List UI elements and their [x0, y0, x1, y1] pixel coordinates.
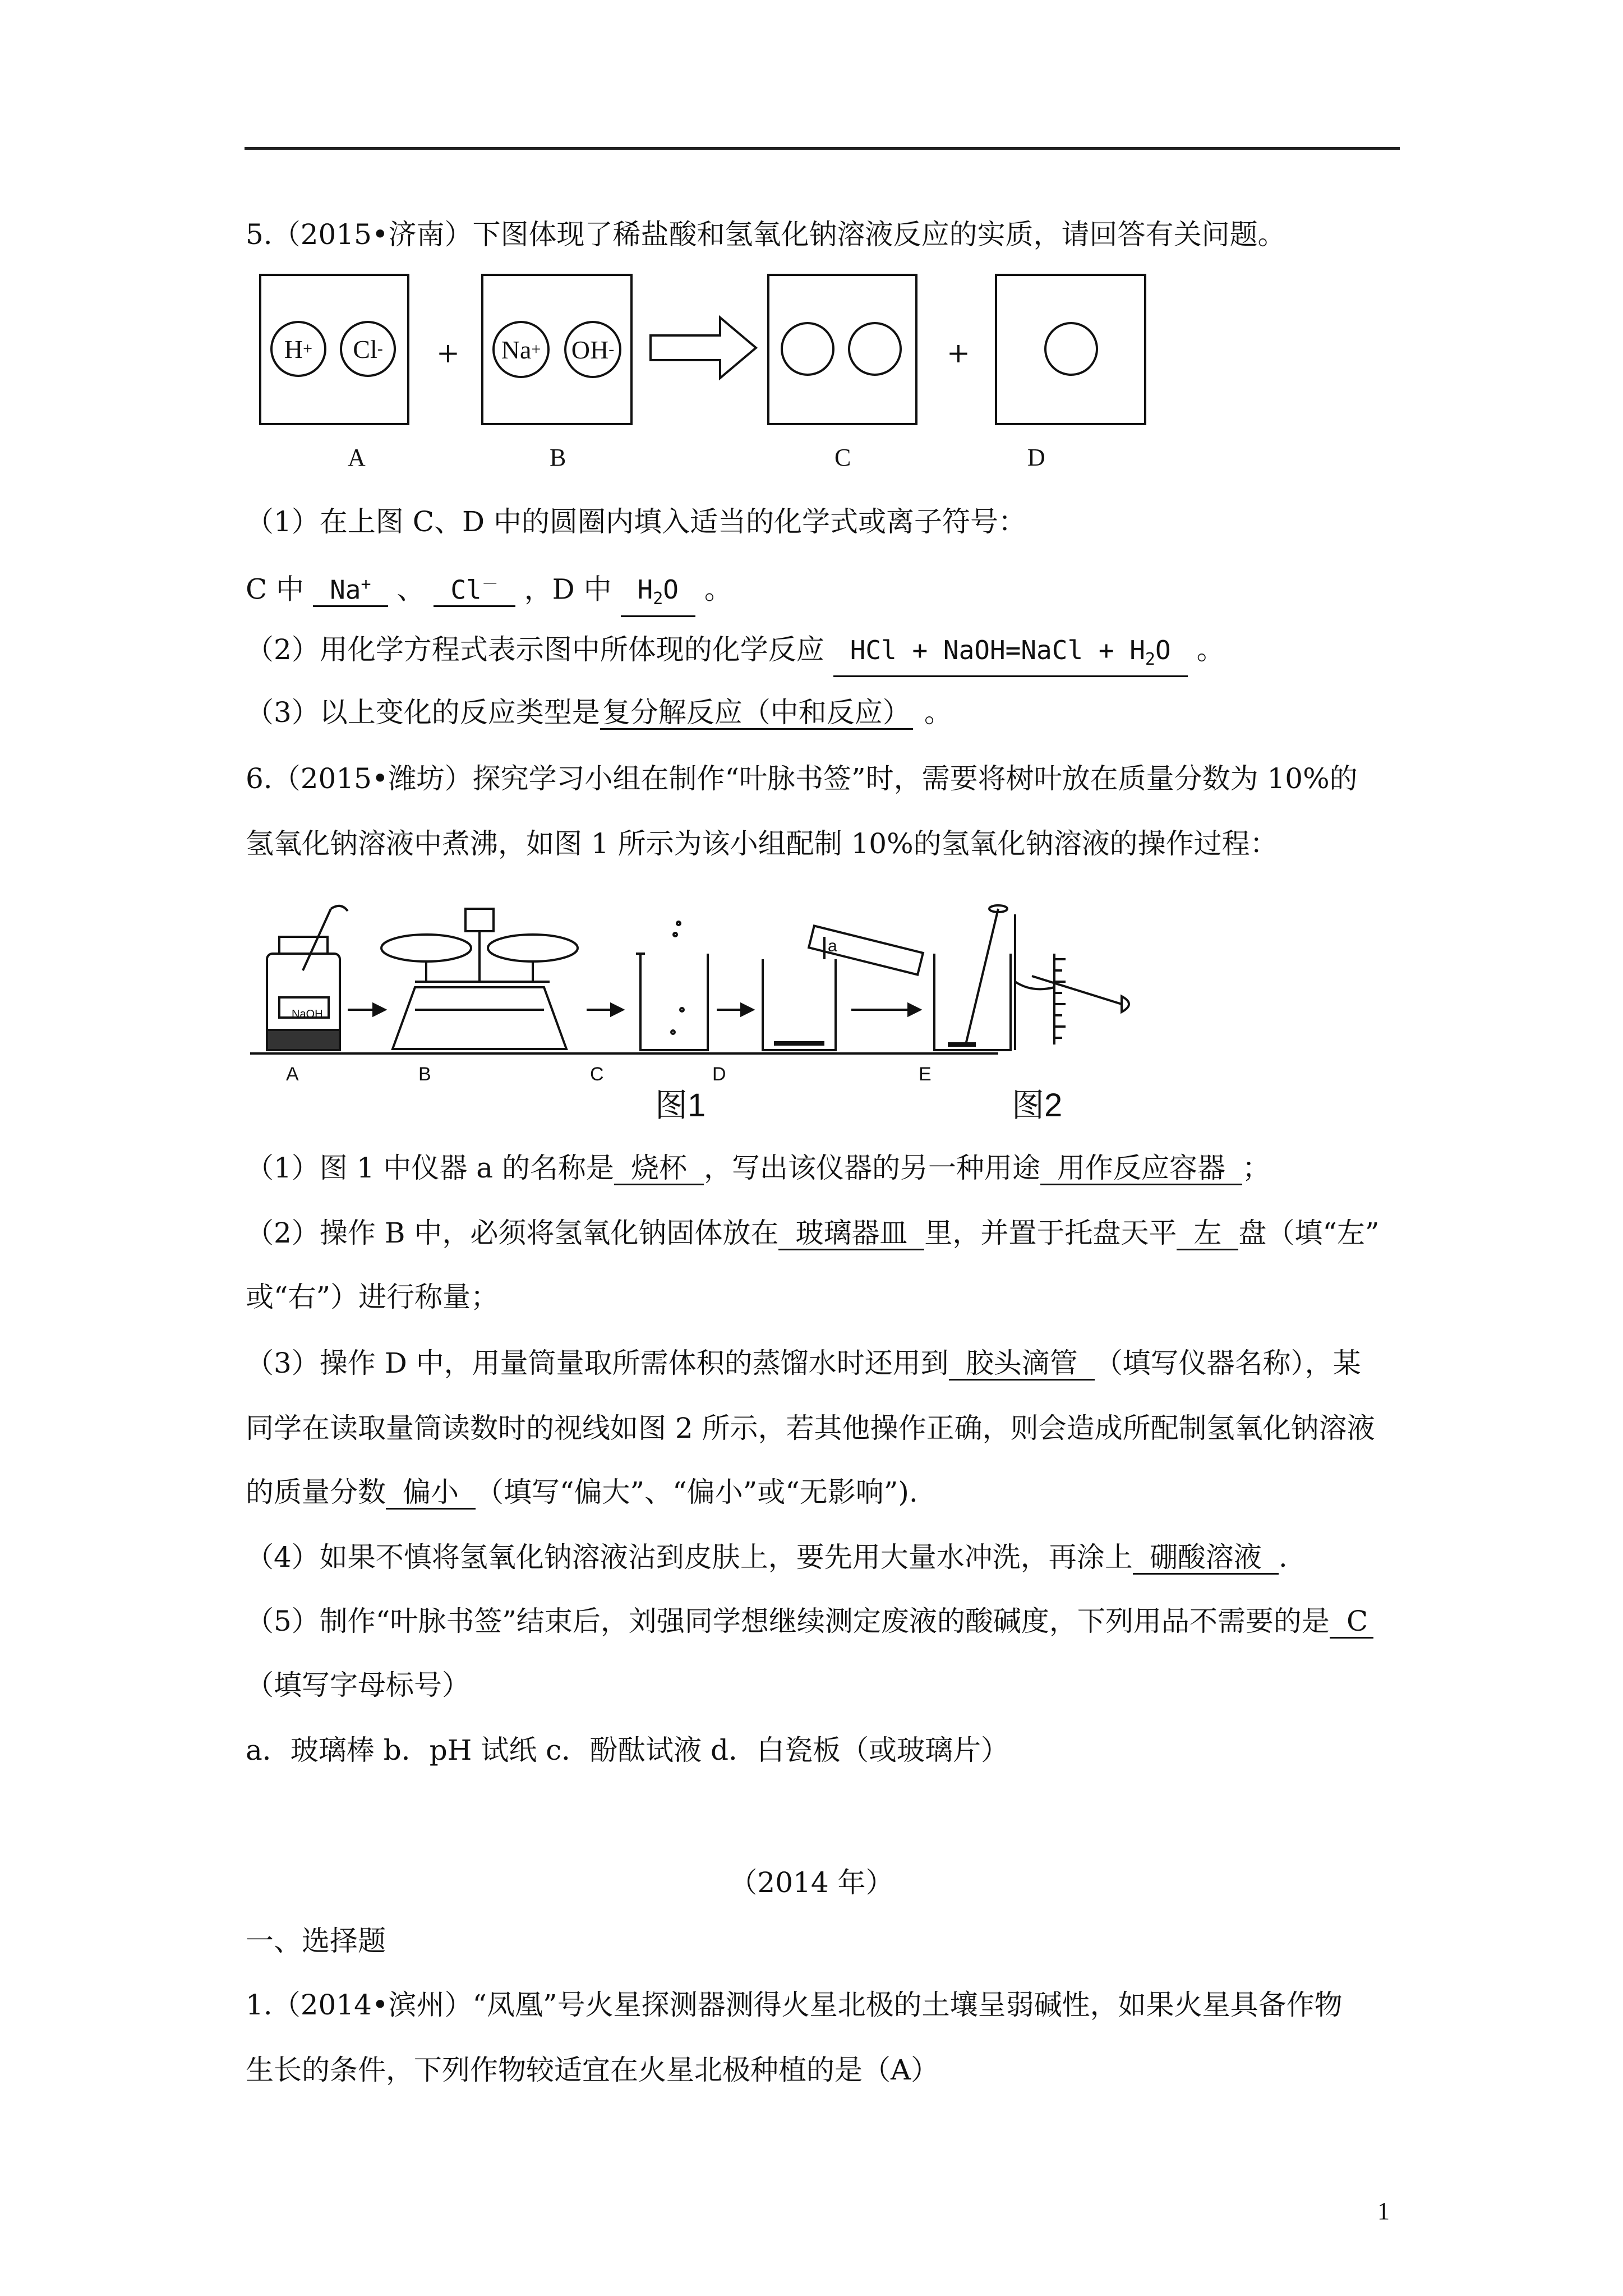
- answer-blank-reaction-type: 复分解反应（中和反应）: [600, 697, 913, 730]
- box-a: [259, 274, 409, 425]
- answer-blank-dropper: 胶头滴管: [949, 1347, 1095, 1381]
- q1-line1: 1.（2014•滨州）“凤凰”号火星探测器测得火星北极的土壤呈弱碱性，如果火星具备作物: [246, 1989, 1343, 2021]
- q6-stem-1: 6.（2015•潍坊）探究学习小组在制作“叶脉书签”时，需要将树叶放在质量分数为 10%的: [246, 762, 1358, 795]
- answer-blank-d: $H_2O$: [621, 574, 695, 616]
- label-b: B: [550, 444, 566, 471]
- label-c: C: [834, 444, 851, 471]
- answer-blank-choice: C: [1330, 1605, 1373, 1639]
- empty-circle-d: [1044, 322, 1098, 376]
- fig-label-d: D: [712, 1064, 726, 1085]
- q6-options: a．玻璃棒 b．pH 试纸 c．酚酞试液 d．白瓷板（或玻璃片）: [246, 1734, 1009, 1766]
- beaker-d-icon: [763, 937, 836, 1050]
- beaker-e-icon: [934, 905, 1011, 1050]
- fig-label-e: E: [919, 1064, 932, 1085]
- q6-part3-line2: 同学在读取量筒读数时的视线如图 2 所示，若其他操作正确，则会造成所配制氢氧化钠溶液: [246, 1412, 1375, 1444]
- fig-label-c: C: [590, 1064, 604, 1085]
- q6-part3-line3: 的质量分数 偏小 （填写“偏大”、“偏小”或“无影响”).: [246, 1476, 918, 1508]
- section-heading: 一、选择题: [246, 1925, 386, 1957]
- reagent-bottle-icon: [267, 906, 348, 1050]
- page-number: 1: [1377, 2197, 1390, 2225]
- box-d: [995, 274, 1146, 425]
- ion-circle-oh: OH -: [564, 321, 621, 378]
- answer-blank-solution: 硼酸溶液: [1133, 1542, 1279, 1575]
- q5-part1-answer: C 中 Na+ 、 Cl－ ，D 中 $H_2O$ 。: [246, 569, 732, 617]
- q5-stem: 5.（2015•济南）下图体现了稀盐酸和氢氧化钠溶液反应的实质，请回答有关问题。: [246, 218, 1286, 251]
- answer-blank-pan: 左: [1177, 1217, 1238, 1250]
- cylinder-reading-icon: [1015, 914, 1129, 1050]
- ion-circle-cl: Cl -: [340, 321, 396, 377]
- q5-part3: （3）以上变化的反应类型是复分解反应（中和反应） 。: [246, 696, 952, 729]
- plus-sign: +: [436, 337, 460, 369]
- q6-part2-line2: 或“右”）进行称量；: [246, 1281, 499, 1313]
- figure-1-caption: 图1: [655, 1087, 706, 1124]
- box-c: [767, 274, 917, 425]
- graduated-cylinder-icon: [809, 926, 923, 974]
- beaker-c-icon: [636, 922, 708, 1050]
- answer-blank-c1: Na+: [313, 569, 388, 607]
- q1-line2: 生长的条件，下列作物较适宜在火星北极种植的是（A）: [246, 2054, 939, 2086]
- answer-blank-c2: Cl－: [434, 569, 515, 607]
- answer-blank-instrument: 烧杯: [614, 1152, 704, 1185]
- lab-apparatus-figure: [247, 898, 1144, 1133]
- beaker-a-label: a: [828, 937, 837, 955]
- q6-stem-2: 氢氧化钠溶液中煮沸，如图 1 所示为该小组配制 10%的氢氧化钠溶液的操作过程：: [246, 827, 1278, 860]
- fig-label-b: B: [418, 1064, 431, 1085]
- q6-part5-line2: （填写字母标号）: [246, 1669, 470, 1701]
- figure-2-caption: 图2: [1012, 1087, 1063, 1124]
- empty-circle-c2: [848, 322, 902, 376]
- answer-blank-effect: 偏小: [386, 1476, 476, 1510]
- bottle-label: NaOH: [292, 1008, 323, 1020]
- empty-circle-c1: [781, 322, 834, 376]
- ion-circle-na: Na +: [492, 321, 550, 378]
- q6-part2: （2）操作 B 中，必须将氢氧化钠固体放在 玻璃器皿 里，并置于托盘天平 左 盘（填“左”: [246, 1217, 1380, 1249]
- q6-part5: （5）制作“叶脉书签”结束后，刘强同学想继续测定废液的酸碱度，下列用品不需要的是 C: [246, 1604, 1373, 1639]
- q6-part4: （4）如果不慎将氢氧化钠溶液沾到皮肤上，要先用大量水冲洗，再涂上 硼酸溶液 .: [246, 1541, 1288, 1573]
- label-a: A: [348, 444, 366, 471]
- ion-circle-h: H +: [270, 321, 326, 377]
- reaction-arrow-icon: [648, 314, 760, 381]
- q5-part1: （1）在上图 C、D 中的圆圈内填入适当的化学式或离子符号：: [246, 505, 1026, 538]
- header-rule: [245, 147, 1400, 150]
- balance-icon: [381, 909, 578, 1049]
- fig-label-a: A: [286, 1064, 299, 1085]
- plus-sign-2: +: [947, 337, 970, 369]
- answer-blank-equation: HCl + NaOH=NaCl + $H_2O$: [833, 634, 1188, 677]
- label-d: D: [1027, 444, 1045, 471]
- q6-part1: （1）图 1 中仪器 a 的名称是 烧杯 ，写出该仪器的另一种用途 用作反应容器 ；: [246, 1152, 1271, 1184]
- answer-blank-use: 用作反应容器: [1040, 1152, 1242, 1185]
- q6-part3: （3）操作 D 中，用量筒量取所需体积的蒸馏水时还用到 胶头滴管 （填写仪器名称），某: [246, 1347, 1361, 1379]
- year-heading: （2014 年）: [729, 1866, 894, 1899]
- answer-blank-container: 玻璃器皿: [778, 1217, 924, 1250]
- box-b: [481, 274, 633, 425]
- q5-part2: （2）用化学方程式表示图中所体现的化学反应 HCl + NaOH=NaCl + $H_2O$ 。: [246, 633, 1225, 677]
